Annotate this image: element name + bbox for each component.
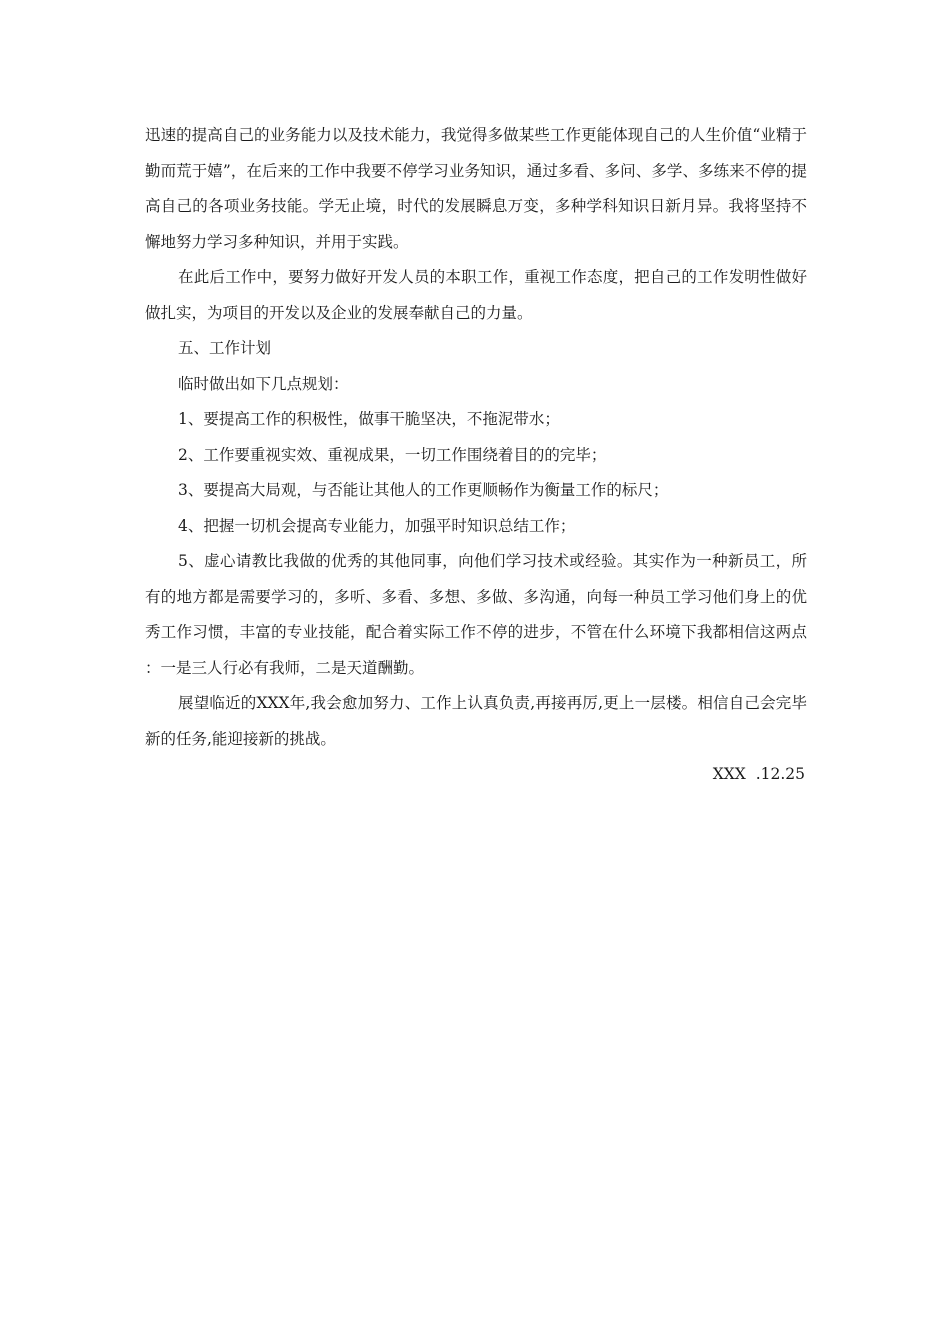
section-heading-work-plan: 五、工作计划: [178, 339, 272, 357]
document-body: [145, 118, 807, 793]
plan-item-1: 1、要提高工作的积极性，做事干脆坚决，不拖泥带水；: [178, 410, 560, 428]
closing-paragraph: 展望临近的XXX年,我会愈加努力、工作上认真负责,再接再厉,更上一层楼。相信自己会完毕新的任务,能迎接新的挑战。: [145, 694, 807, 748]
plan-item-5: 5、虚心请教比我做的优秀的其他同事，向他们学习技术或经验。其实作为一种新员工，所有的地方都是需要学习的，多听、多看、多想、多做、多沟通，向每一种员工学习他们身上的优秀工作习惯，丰富的专业技能，配合着实际工作不停的进步，不管在什么环境下我都相信这两点：一是三人行必有我师，二是天道酬勤。: [145, 552, 807, 677]
plan-item-2: 2、工作要重视实效、重视成果，一切工作围绕着目的的完毕；: [178, 445, 607, 464]
paragraph-continuation: 迅速的提高自己的业务能力以及技术能力，我觉得多做某些工作更能体现自己的人生价值“业精于勤而荒于嬉”，在后来的工作中我要不停学习业务知识，通过多看、多问、多学、多练来不停的提高自己的各项业务技能。学无止境，时代的发展瞬息万变，多种学科知识日新月异。我将坚持不懈地努力学习多种知识，并用于实践。: [145, 126, 807, 251]
signature-date: XXX .12.25: [712, 765, 805, 783]
plan-item-3: 3、要提高大局观，与否能让其他人的工作更顺畅作为衡量工作的标尺；: [178, 481, 669, 499]
plan-item-4: 4、把握一切机会提高专业能力，加强平时知识总结工作；: [178, 516, 576, 535]
paragraph-future-work: 在此后工作中，要努力做好开发人员的本职工作，重视工作态度，把自己的工作发明性做好做扎实，为项目的开发以及企业的发展奉献自己的力量。: [145, 268, 807, 322]
plan-intro: 临时做出如下几点规划：: [178, 374, 349, 393]
